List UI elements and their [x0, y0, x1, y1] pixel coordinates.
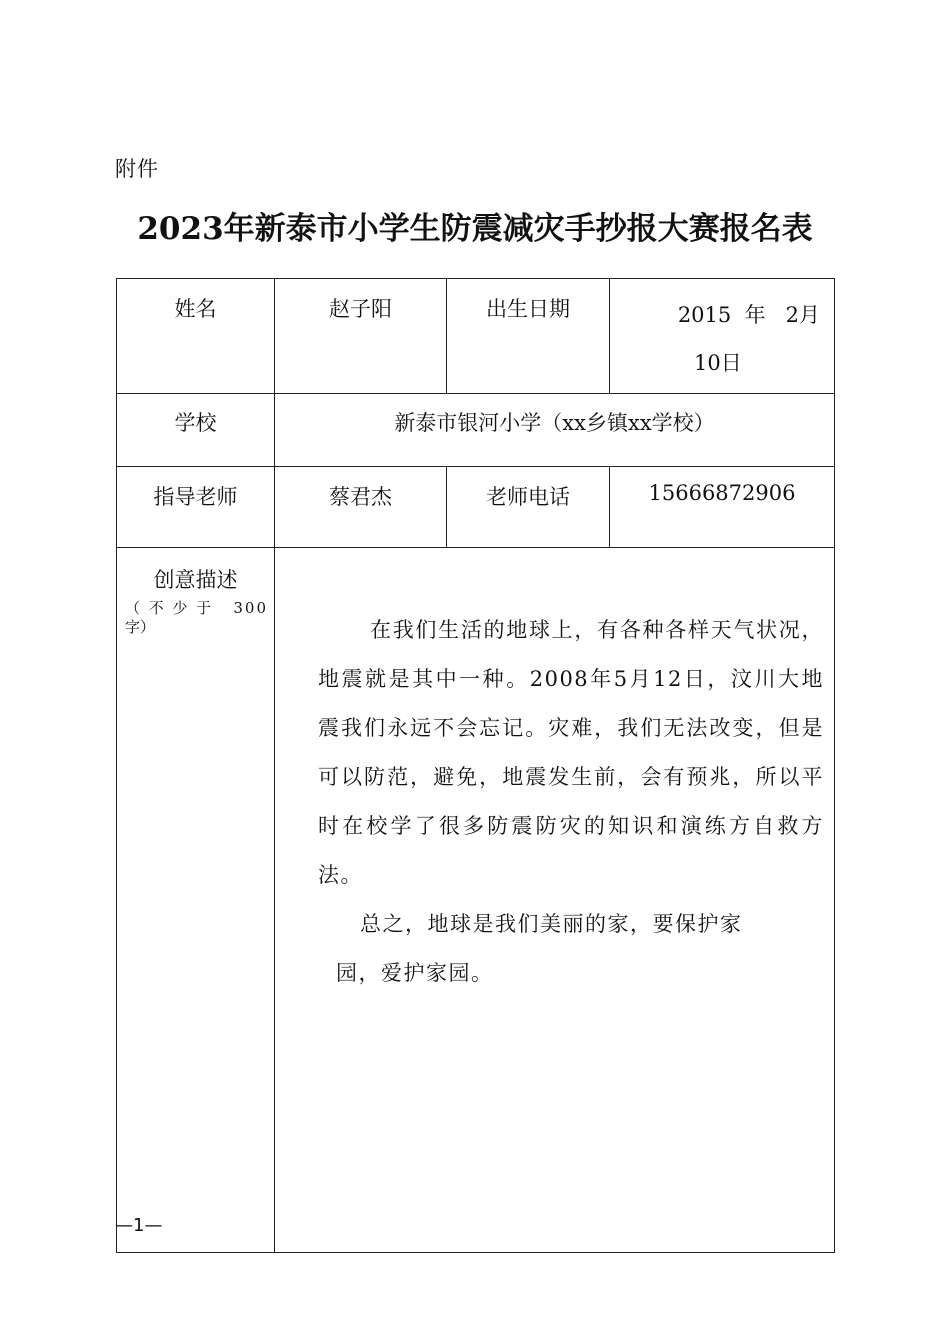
phone-value: 15666872906: [610, 467, 835, 548]
description-paragraph-2-line2: 园，爱护家园。: [336, 961, 494, 985]
attachment-label: 附件: [115, 157, 159, 181]
registration-form-table: [116, 278, 835, 1253]
name-value: 赵子阳: [275, 279, 447, 394]
school-value: 新泰市银河小学（xx乡镇xx学校）: [275, 394, 835, 467]
table-row: [117, 548, 835, 1253]
teacher-label: 指导老师: [117, 467, 275, 548]
birth-value: [610, 279, 835, 394]
description-note-line1: （不少于 300: [125, 599, 268, 617]
birth-value-line2: 10日: [694, 351, 742, 375]
school-label: 学校: [117, 394, 275, 467]
description-body: [275, 548, 835, 1253]
description-label: 创意描述: [153, 568, 238, 592]
description-note-line2: 字）: [125, 618, 156, 636]
table-row: [117, 279, 835, 394]
name-label: 姓名: [117, 279, 275, 394]
page-number: —1—: [115, 1215, 163, 1236]
birth-label: 出生日期: [447, 279, 610, 394]
table-row: [117, 394, 835, 467]
description-paragraph-1: 在我们生活的地球上，有各种各样天气状况，地震就是其中一种。2008年5月12日，汶川大地震我们永远不会忘记。灾难，我们无法改变，但是可以防范，避免，地震发生前，会有预兆，所以平时在校学了很多防震防灾的知识和演练方自救方法。: [318, 618, 824, 887]
page-title: 2023年新泰市小学生防震减灾手抄报大赛报名表: [137, 211, 813, 247]
phone-label: 老师电话: [447, 467, 610, 548]
description-paragraph-2-line1: 总之，地球是我们美丽的家，要保护家: [360, 912, 743, 936]
teacher-value: 蔡君杰: [275, 467, 447, 548]
birth-value-line1: 2015 年 2月: [677, 303, 820, 327]
description-label-cell: [117, 548, 275, 1253]
table-row: [117, 467, 835, 548]
